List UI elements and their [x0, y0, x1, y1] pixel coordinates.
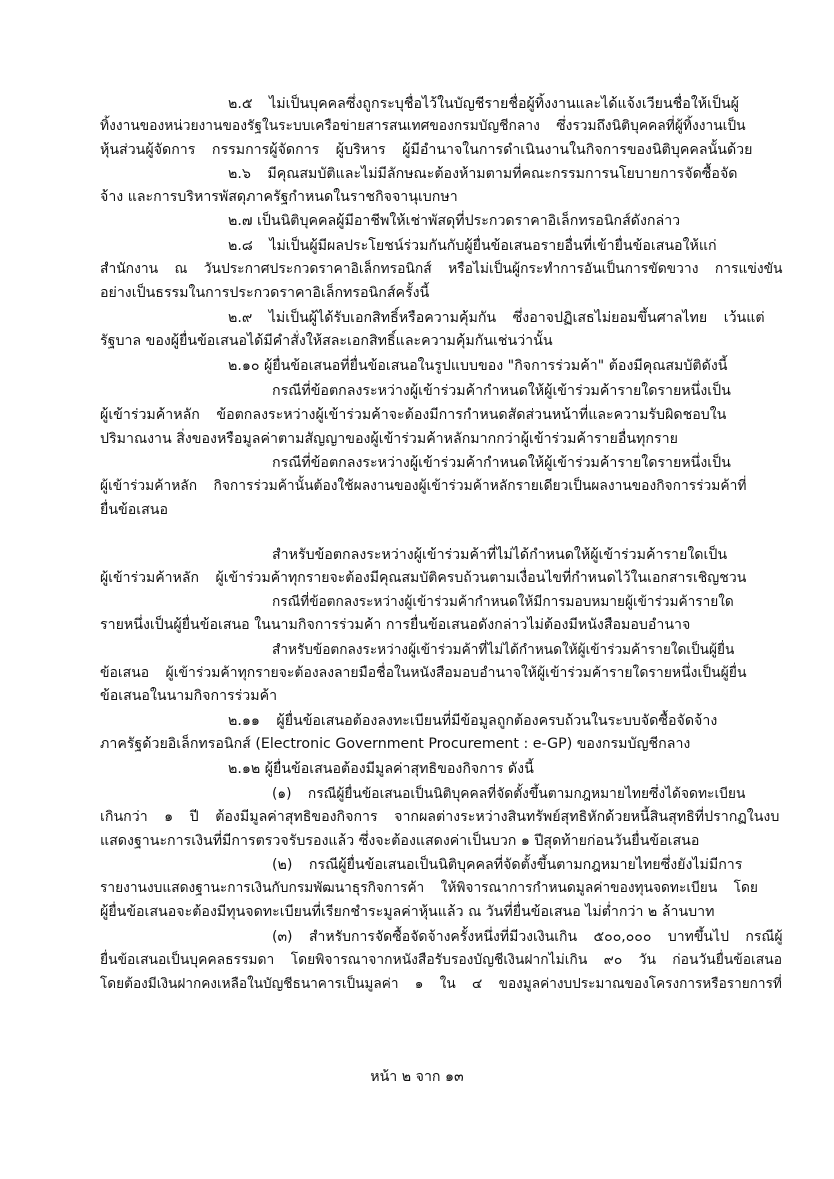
page-number: หน้า ๒ จาก ๑๓ — [370, 1069, 464, 1085]
text-line: ๒.๑๒ ผู้ยื่นข้อเสนอต้องมีมูลค่าสุทธิของกิจการ ดังนี้ — [228, 761, 534, 777]
text-line: อย่างเป็นธรรมในการประกวดราคาอิเล็กทรอนิกส์ครั้งนี้ — [100, 285, 430, 301]
text-line: ข้อเสนอ ผู้เข้าร่วมค้าทุกรายจะต้องลงลายมือชื่อในหนังสือมอบอำนาจให้ผู้เข้าร่วมค้ารายใดรายหนึ่งเป็นผู้ยื่น — [100, 665, 747, 681]
text-line: (๑) กรณีผู้ยื่นข้อเสนอเป็นนิติบุคคลที่จัดตั้งขึ้นตามกฎหมายไทยซึ่งได้จดทะเบียน — [272, 786, 746, 802]
text-line: ทิ้งงานของหน่วยงานของรัฐในระบบเครือข่ายสารสนเทศของกรมบัญชีกลาง ซึ่งรวมถึงนิติบุคคลที่ผู้ทิ้งงานเป็น — [100, 118, 746, 134]
text-line: ๒.๘ ไม่เป็นผู้มีผลประโยชน์ร่วมกันกับผู้ยื่นข้อเสนอรายอื่นที่เข้ายื่นข้อเสนอให้แก่ — [228, 238, 717, 254]
text-line: จ้าง และการบริหารพัสดุภาครัฐกำหนดในราชกิจจานุเบกษา — [100, 189, 458, 205]
text-line: ปริมาณงาน สิ่งของหรือมูลค่าตามสัญญาของผู้เข้าร่วมค้าหลักมากกว่าผู้เข้าร่วมค้ารายอื่นทุกราย — [100, 431, 678, 447]
text-line: ผู้เข้าร่วมค้าหลัก กิจการร่วมค้านั้นต้องใช้ผลงานของผู้เข้าร่วมค้าหลักรายเดียวเป็นผลงานของกิจการร่วมค้าที่ — [100, 478, 747, 494]
text-line: หุ้นส่วนผู้จัดการ กรรมการผู้จัดการ ผู้บริหาร ผู้มีอำนาจในการดำเนินงานในกิจการของนิติบุคคลนั้นด้วย — [100, 142, 753, 158]
text-line: โดยต้องมีเงินฝากคงเหลือในบัญชีธนาคารเป็นมูลค่า ๑ ใน ๔ ของมูลค่างบประมาณของโครงการหรือรายการที่ — [100, 976, 782, 992]
text-line: (๓) สำหรับการจัดซื้อจัดจ้างครั้งหนึ่งที่มีวงเงินเกิน ๕๐๐,๐๐๐ บาทขึ้นไป กรณีผู้ — [272, 929, 783, 945]
text-line: กรณีที่ข้อตกลงระหว่างผู้เข้าร่วมค้ากำหนดให้ผู้เข้าร่วมค้ารายใดรายหนึ่งเป็น — [272, 383, 731, 399]
text-line: สำนักงาน ณ วันประกาศประกวดราคาอิเล็กทรอนิกส์ หรือไม่เป็นผู้กระทำการอันเป็นการขัดขวาง การแข่งขัน — [100, 261, 783, 277]
text-line: แสดงฐานะการเงินที่มีการตรวจรับรองแล้ว ซึ่งจะต้องแสดงค่าเป็นบวก ๑ ปีสุดท้ายก่อนวันยื่นข้อเสนอ — [100, 833, 700, 849]
text-line: เกินกว่า ๑ ปี ต้องมีมูลค่าสุทธิของกิจการ จากผลต่างระหว่างสินทรัพย์สุทธิหักด้วยหนี้สินสุทธิที่ปรากฏในงบ — [100, 809, 780, 825]
text-line: ผู้เข้าร่วมค้าหลัก ผู้เข้าร่วมค้าทุกรายจะต้องมีคุณสมบัติครบถ้วนตามเงื่อนไขที่กำหนดไว้ในเอกสารเชิญชวน — [100, 570, 747, 586]
text-line: ภาครัฐด้วยอิเล็กทรอนิกส์ (Electronic Government Procurement : e-GP) ของกรมบัญชีกลาง — [100, 736, 691, 752]
text-line: รายหนึ่งเป็นผู้ยื่นข้อเสนอ ในนามกิจการร่วมค้า การยื่นข้อเสนอดังกล่าวไม่ต้องมีหนังสือมอบอำนาจ — [100, 617, 691, 633]
text-line: กรณีที่ข้อตกลงระหว่างผู้เข้าร่วมค้ากำหนดให้มีการมอบหมายผู้เข้าร่วมค้ารายใด — [272, 594, 734, 610]
text-line: รัฐบาล ของผู้ยื่นข้อเสนอได้มีคำสั่งให้สละเอกสิทธิ์และความคุ้มกันเช่นว่านั้น — [100, 333, 553, 349]
text-line: (๒) กรณีผู้ยื่นข้อเสนอเป็นนิติบุคคลที่จัดตั้งขึ้นตามกฎหมายไทยซึ่งยังไม่มีการ — [272, 857, 743, 873]
text-line: ๒.๙ ไม่เป็นผู้ได้รับเอกสิทธิ์หรือความคุ้มกัน ซึ่งอาจปฏิเสธไม่ยอมขึ้นศาลไทย เว้นแต่ — [228, 310, 765, 326]
text-line: สำหรับข้อตกลงระหว่างผู้เข้าร่วมค้าที่ไม่ได้กำหนดให้ผู้เข้าร่วมค้ารายใดเป็นผู้ยื่น — [272, 642, 735, 658]
text-line: ยื่นข้อเสนอเป็นบุคคลธรรมดา โดยพิจารณาจากหนังสือรับรองบัญชีเงินฝากไม่เกิน ๙๐ วัน ก่อนวันยื่นข้อเสนอ — [100, 952, 783, 968]
text-line: ๒.๗ เป็นนิติบุคคลผู้มีอาชีพให้เช่าพัสดุที่ประกวดราคาอิเล็กทรอนิกส์ดังกล่าว — [228, 213, 681, 229]
text-line: รายงานงบแสดงฐานะการเงินกับกรมพัฒนาธุรกิจการค้า ให้พิจารณาการกำหนดมูลค่าของทุนจดทะเบียน โดย — [100, 880, 758, 896]
text-line: ยื่นข้อเสนอ — [100, 502, 168, 518]
text-line: ข้อเสนอในนามกิจการร่วมค้า — [100, 688, 278, 704]
text-line: กรณีที่ข้อตกลงระหว่างผู้เข้าร่วมค้ากำหนดให้ผู้เข้าร่วมค้ารายใดรายหนึ่งเป็น — [272, 455, 731, 471]
text-line: ๒.๕ ไม่เป็นบุคคลซึ่งถูกระบุชื่อไว้ในบัญชีรายชื่อผู้ทิ้งงานและได้แจ้งเวียนชื่อให้เป็นผู้ — [228, 96, 739, 112]
text-line: ๒.๑๐ ผู้ยื่นข้อเสนอที่ยื่นข้อเสนอในรูปแบบของ "กิจการร่วมค้า" ต้องมีคุณสมบัติดังนี้ — [228, 358, 728, 374]
text-line: ๒.๑๑ ผู้ยื่นข้อเสนอต้องลงทะเบียนที่มีข้อมูลถูกต้องครบถ้วนในระบบจัดซื้อจัดจ้าง — [228, 713, 718, 729]
text-line: ผู้ยื่นข้อเสนอจะต้องมีทุนจดทะเบียนที่เรียกชำระมูลค่าหุ้นแล้ว ณ วันที่ยื่นข้อเสนอ ไม่ต่ำกว่า ๒ ล้านบาท — [100, 904, 715, 920]
text-line: ๒.๖ มีคุณสมบัติและไม่มีลักษณะต้องห้ามตามที่คณะกรรมการนโยบายการจัดซื้อจัด — [228, 166, 738, 182]
text-line: สำหรับข้อตกลงระหว่างผู้เข้าร่วมค้าที่ไม่ได้กำหนดให้ผู้เข้าร่วมค้ารายใดเป็น — [272, 547, 728, 563]
text-line: ผู้เข้าร่วมค้าหลัก ข้อตกลงระหว่างผู้เข้าร่วมค้าจะต้องมีการกำหนดสัดส่วนหน้าที่และความรับผิดชอบใน — [100, 407, 727, 423]
